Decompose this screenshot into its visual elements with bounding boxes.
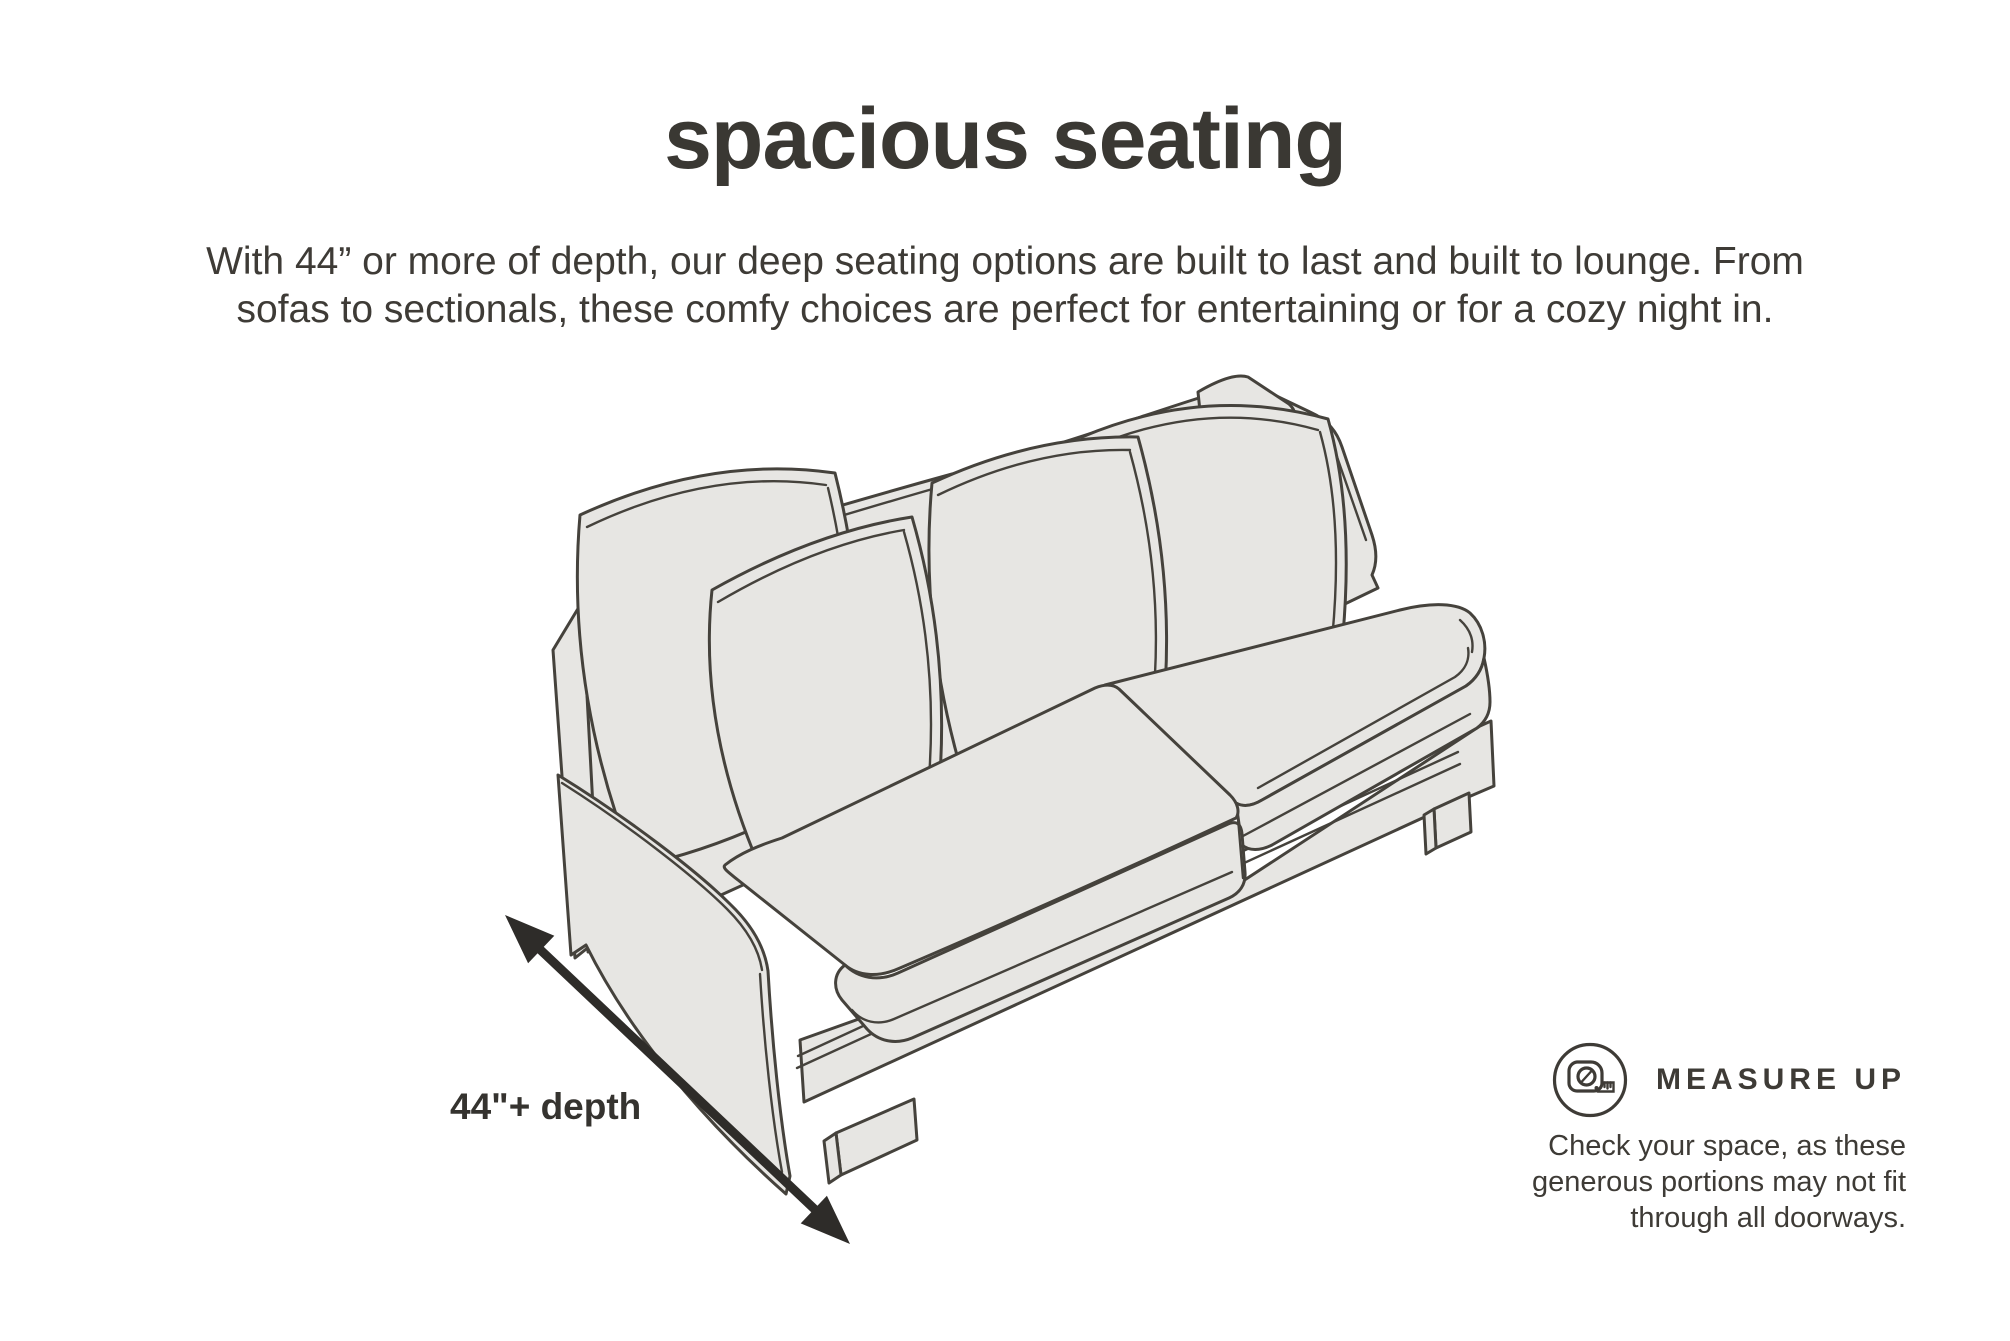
- measure-up-title: MEASURE UP: [1655, 1063, 1906, 1096]
- front-left-leg: [836, 1099, 917, 1175]
- measure-up-note-line-3: through all doorways.: [1630, 1202, 1906, 1234]
- measure-up-note: [1532, 1128, 1906, 1236]
- depth-dimension-label: 44"+ depth: [450, 1086, 642, 1127]
- intro-line-1: With 44” or more of depth, our deep seating options are built to last and built to lounge. From: [206, 240, 1804, 283]
- measure-up-header: [1550, 1040, 1906, 1120]
- tape-measure-icon: [1550, 1040, 1630, 1120]
- intro-line-2: sofas to sectionals, these comfy choices are perfect for entertaining or for a cozy night in.: [236, 288, 1774, 331]
- measure-up-note-line-1: Check your space, as these: [1548, 1130, 1906, 1162]
- measure-up-note-line-2: generous portions may not fit: [1532, 1166, 1906, 1198]
- measure-up-block: [1466, 1040, 1906, 1236]
- page-title: spacious seating: [664, 91, 1346, 187]
